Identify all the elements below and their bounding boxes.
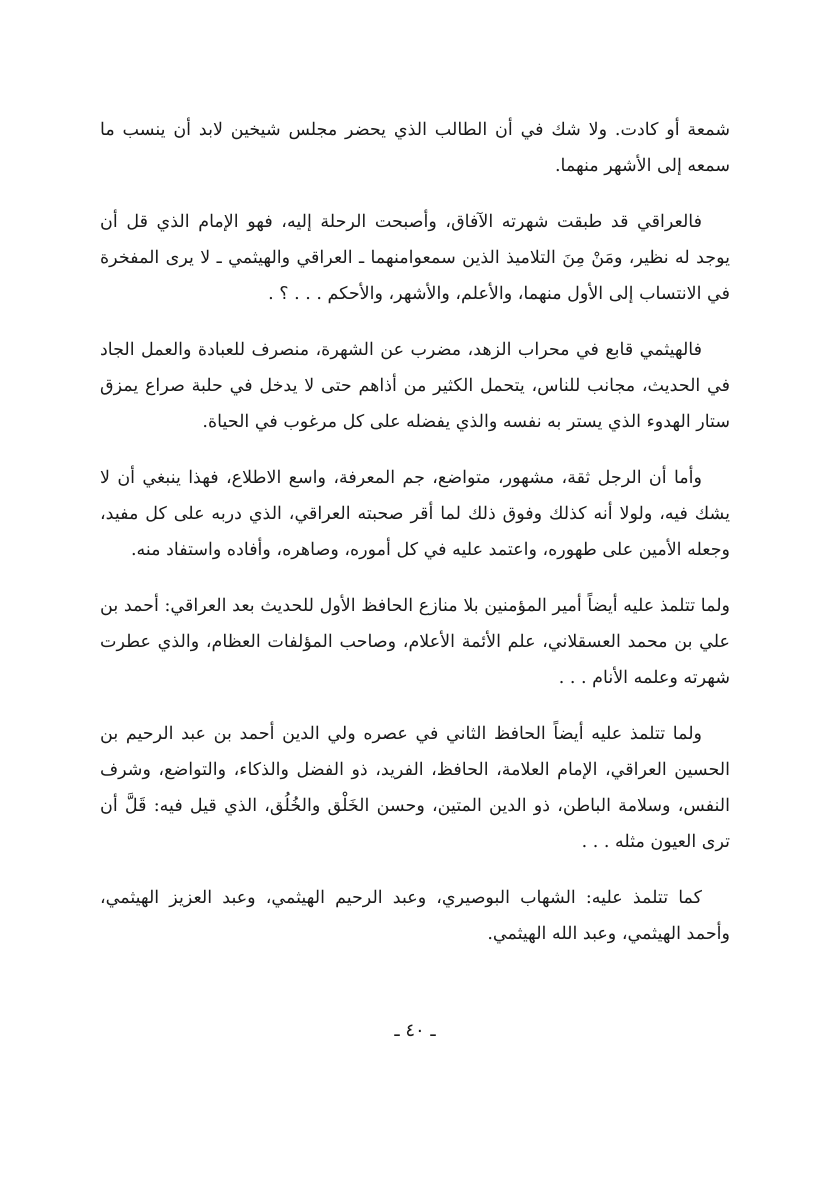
paragraph-2: فالعراقي قد طبقت شهرته الآفاق، وأصبحت الرحلة إليه، فهو الإمام الذي قل أن يوجد له نظير، ومَنْ مِنَ التلاميذ الذين سمعوامنهما ـ العراقي والهيثمي ـ لا يرى المفخرة في الانتساب إلى الأول منهما، والأعلم، والأشهر، والأحكم . . . ؟ . <box>100 212 730 304</box>
paragraph-3: فالهيثمي قابع في محراب الزهد، مضرب عن الشهرة، منصرف للعبادة والعمل الجاد في الحديث، مجانب للناس، يتحمل الكثير من أذاهم حتى لا يدخل في حلبة صراع يمزق ستار الهدوء الذي يستر به نفسه والذي يفضله على كل مرغوب في الحياة. <box>100 340 730 432</box>
paragraph-5: ولما تتلمذ عليه أيضاً أمير المؤمنين بلا منازع الحافظ الأول للحديث بعد العراقي: أحمد بن علي بن محمد العسقلاني، علم الأئمة الأعلام، وصاحب المؤلفات العظام، والذي عطرت شهرته وعلمه الأنام . . . <box>100 596 730 688</box>
body-text <box>100 112 730 972</box>
paragraph-4: وأما أن الرجل ثقة، مشهور، متواضع، جم المعرفة، واسع الاطلاع، فهذا ينبغي أن لا يشك فيه، ولولا أنه كذلك وفوق ذلك لما أقر صحبته العراقي، الذي دربه على كل مفيد، وجعله الأمين على طهوره، واعتمد عليه في كل أموره، وصاهره، وأفاده واستفاد منه. <box>100 468 730 560</box>
paragraph-7: كما تتلمذ عليه: الشهاب البوصيري، وعبد الرحيم الهيثمي، وعبد العزيز الهيثمي، وأحمد الهيثمي، وعبد الله الهيثمي. <box>100 888 730 944</box>
paragraph-1: شمعة أو كادت. ولا شك في أن الطالب الذي يحضر مجلس شيخين لابد أن ينسب ما سمعه إلى الأشهر منهما. <box>100 120 730 176</box>
paragraph-6: ولما تتلمذ عليه أيضاً الحافظ الثاني في عصره ولي الدين أحمد بن عبد الرحيم بن الحسين العراقي، الإمام العلامة، الحافظ، الفريد، ذو الفضل والذكاء، والتواضع، وشرف النفس، وسلامة الباطن، ذو الدين المتين، وحسن الخَلْق والخُلُق، الذي قيل فيه: قَلَّ أن ترى العيون مثله . . . <box>100 724 730 852</box>
page-number: ـ ٤٠ ـ <box>394 1020 436 1041</box>
